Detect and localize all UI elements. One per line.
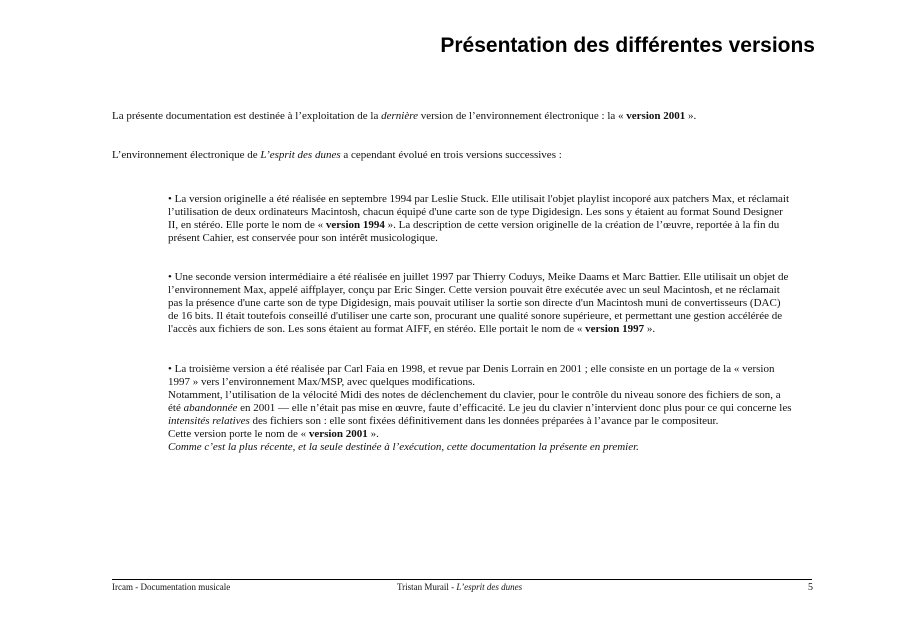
version-2001-paragraph: • La troisième version a été réalisée par Carl Faia en 1998, et revue par Denis Lorrain en 2001 ; elle consiste en un portage de la « version 1997 » vers l’environnement Max/MSP, avec quelques modifications. Notamment, l’utilisation de la vélocité Midi des notes de déclenchement du clavier, pour le contrôle du niveau sonore des fichiers de son, a été abandonnée en 2001 — elle n’était pas mise en œuvre, faute d’efficacité. Le jeu du clavier n’intervient donc plus pour ce qui concerne les intensités relatives des fichiers son : elle sont fixées définitivement dans les données préparées à l’avance par le compositeur. Cette version porte le nom de « version 2001 ». Comme c’est la plus récente, et la seule destinée à l’exécution, cette documentation la présente en premier. <box>168 363 792 453</box>
footer-divider <box>112 579 812 580</box>
version-1997-paragraph: • Une seconde version intermédiaire a été réalisée en juillet 1997 par Thierry Coduys, Meike Daams et Marc Battier. Elle utilisait un objet de l’environnement Max, appelé aiffplayer, conçu par Eric Singer. Cette version pouvait être exécutée avec un seul Macintosh, et ne réclamait pas la présence d'une carte son de type Digidesign, mais pouvait utiliser la sortie son directe d'un Macintosh muni de convertisseurs (DAC) de 16 bits. Il était toutefois conseillé d'utiliser une carte son, procurant une qualité sonore supérieure, et permettant une gestion accélérée de l'accès aux fichiers de son. Les sons étaient au format AIFF, en stéréo. Elle portait le nom de « version 1997 ». <box>168 271 789 335</box>
intro-paragraph-1: La présente documentation est destinée à l’exploitation de la dernière version de l’environnement électronique : la « version 2001 ». <box>112 110 697 122</box>
version-1994-paragraph: • La version originelle a été réalisée en septembre 1994 par Leslie Stuck. Elle utilisait l'objet playlist incoporé aux patchers Max, et réclamait l’utilisation de deux ordinateurs Macintosh, chacun équipé d'une carte son de type Digidesign. Les sons y étaient au format Sound Designer II, en stéréo. Elle porte le nom de « version 1994 ». La description de cette version originelle de la création de l’œuvre, reportée à la fin du présent Cahier, est conservée pour son intérêt musicologique. <box>168 193 790 244</box>
footer-left: Ircam - Documentation musicale <box>112 582 231 592</box>
intro-paragraph-2: L’environnement électronique de L’esprit des dunes a cependant évolué en trois versions successives : <box>112 149 562 161</box>
page-number: 5 <box>808 582 813 593</box>
footer-center: Tristan Murail - L’esprit des dunes <box>397 582 523 592</box>
page-title: Présentation des différentes versions <box>440 34 815 57</box>
